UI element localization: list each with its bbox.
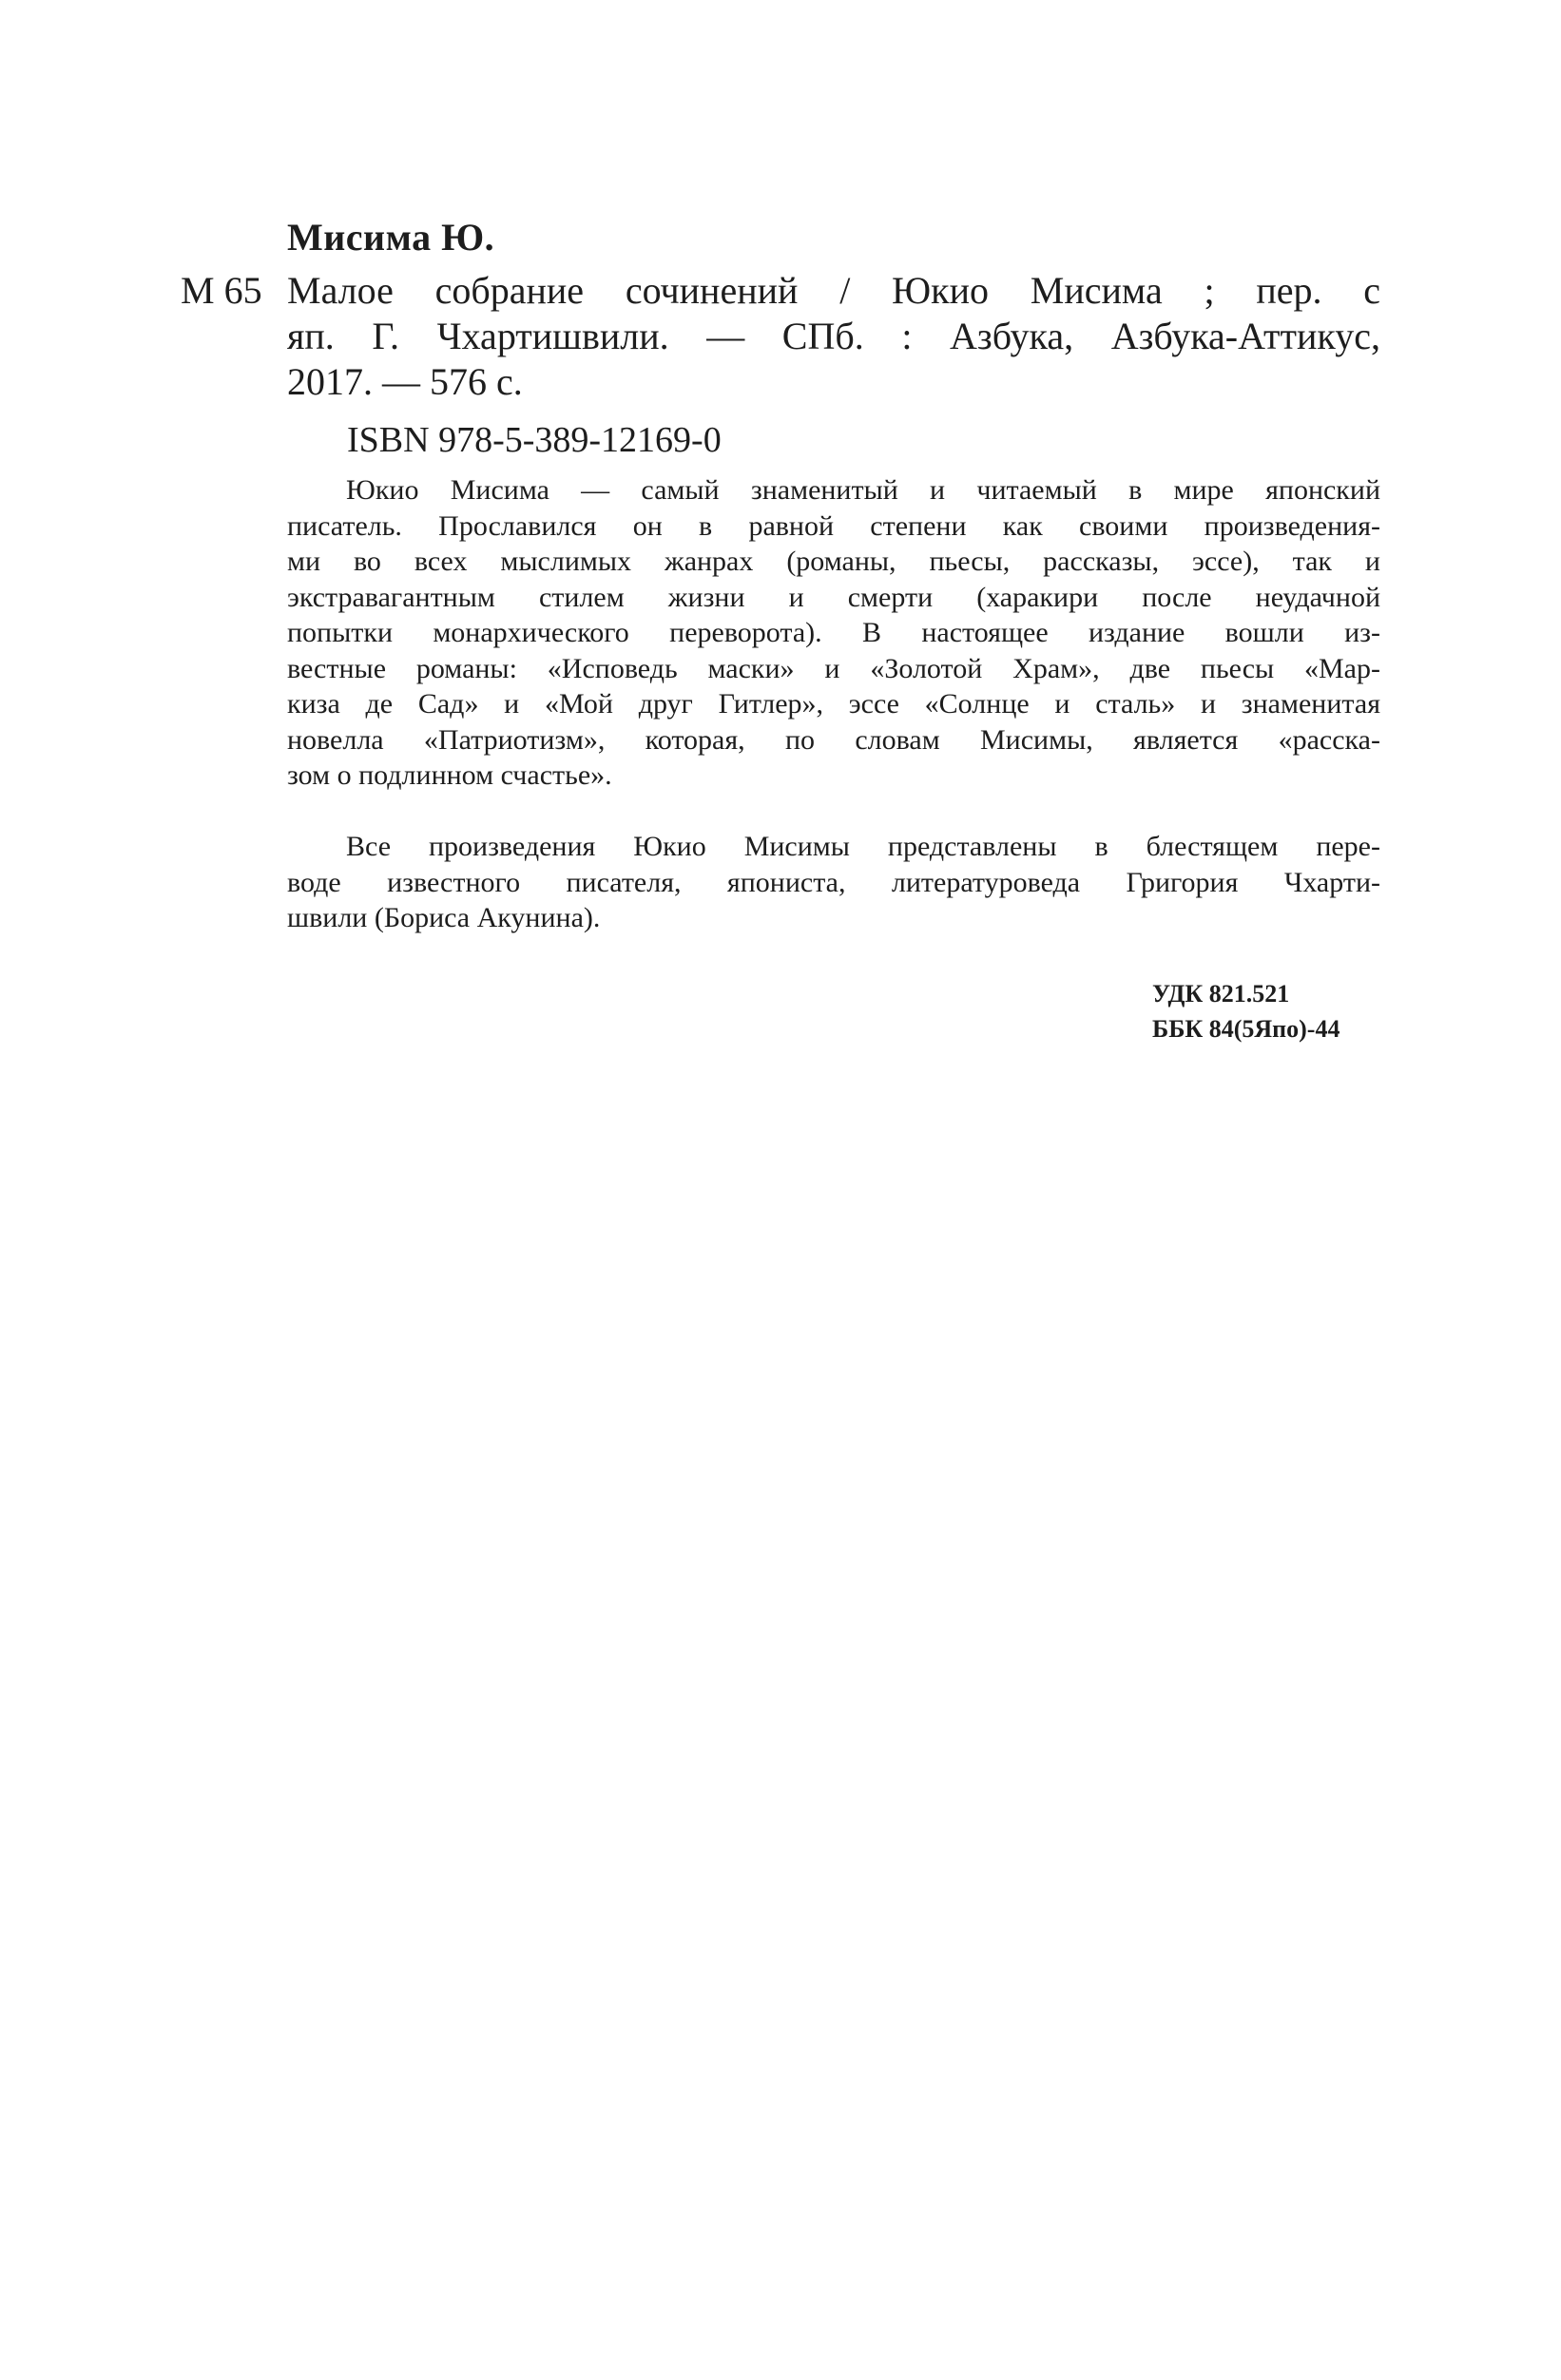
isbn: ISBN 978-5-389-12169-0 bbox=[347, 420, 722, 460]
annotation-paragraph-2 bbox=[287, 829, 1380, 936]
annotation-line: попытки монархического переворота). В настоящее издание вошли из- bbox=[287, 617, 1380, 648]
classification-codes bbox=[1152, 976, 1380, 1046]
bibliographic-description bbox=[287, 268, 1380, 405]
annotation-line: писатель. Прославился он в равной степени как своими произведения- bbox=[287, 509, 1380, 542]
bib-line: Малое собрание сочинений / Юкио Мисима ; пер. с bbox=[287, 269, 1380, 312]
annotation-line: киза де Сад» и «Мой друг Гитлер», эссе «Солнце и сталь» и знаменитая bbox=[287, 688, 1380, 720]
annotation-line: вестные романы: «Исповедь маски» и «Золотой Храм», две пьесы «Мар- bbox=[287, 652, 1380, 684]
author-heading: Мисима Ю. bbox=[287, 216, 495, 259]
annotation-line: Все произведения Юкио Мисимы представлены в блестящем пере- bbox=[346, 831, 1380, 862]
annotation-line: ми во всех мыслимых жанрах (романы, пьесы, рассказы, эссе), так и bbox=[287, 546, 1380, 577]
annotation-line: Юкио Мисима — самый знаменитый и читаемый в мире японский bbox=[346, 474, 1380, 506]
udk-code: УДК 821.521 bbox=[1152, 980, 1290, 1008]
annotation-line: новелла «Патриотизм», которая, по словам Мисимы, является «расска- bbox=[287, 723, 1380, 756]
annotation-line: швили (Бориса Акунина). bbox=[287, 902, 601, 933]
annotation-line: экстравагантным стилем жизни и смерти (харакири после неудачной bbox=[287, 581, 1380, 613]
annotation-line: зом о подлинном счастье». bbox=[287, 759, 612, 791]
bbk-code: ББК 84(5Япо)-44 bbox=[1152, 1015, 1340, 1043]
catalog-code: М 65 bbox=[181, 269, 262, 312]
bib-line: яп. Г. Чхартишвили. — СПб. : Азбука, Азбука-Аттикус, bbox=[287, 315, 1380, 357]
bib-line: 2017. — 576 с. bbox=[287, 360, 523, 403]
annotation-paragraph-1 bbox=[287, 472, 1380, 794]
annotation-line: воде известного писателя, япониста, литературоведа Григория Чхарти- bbox=[287, 866, 1380, 898]
